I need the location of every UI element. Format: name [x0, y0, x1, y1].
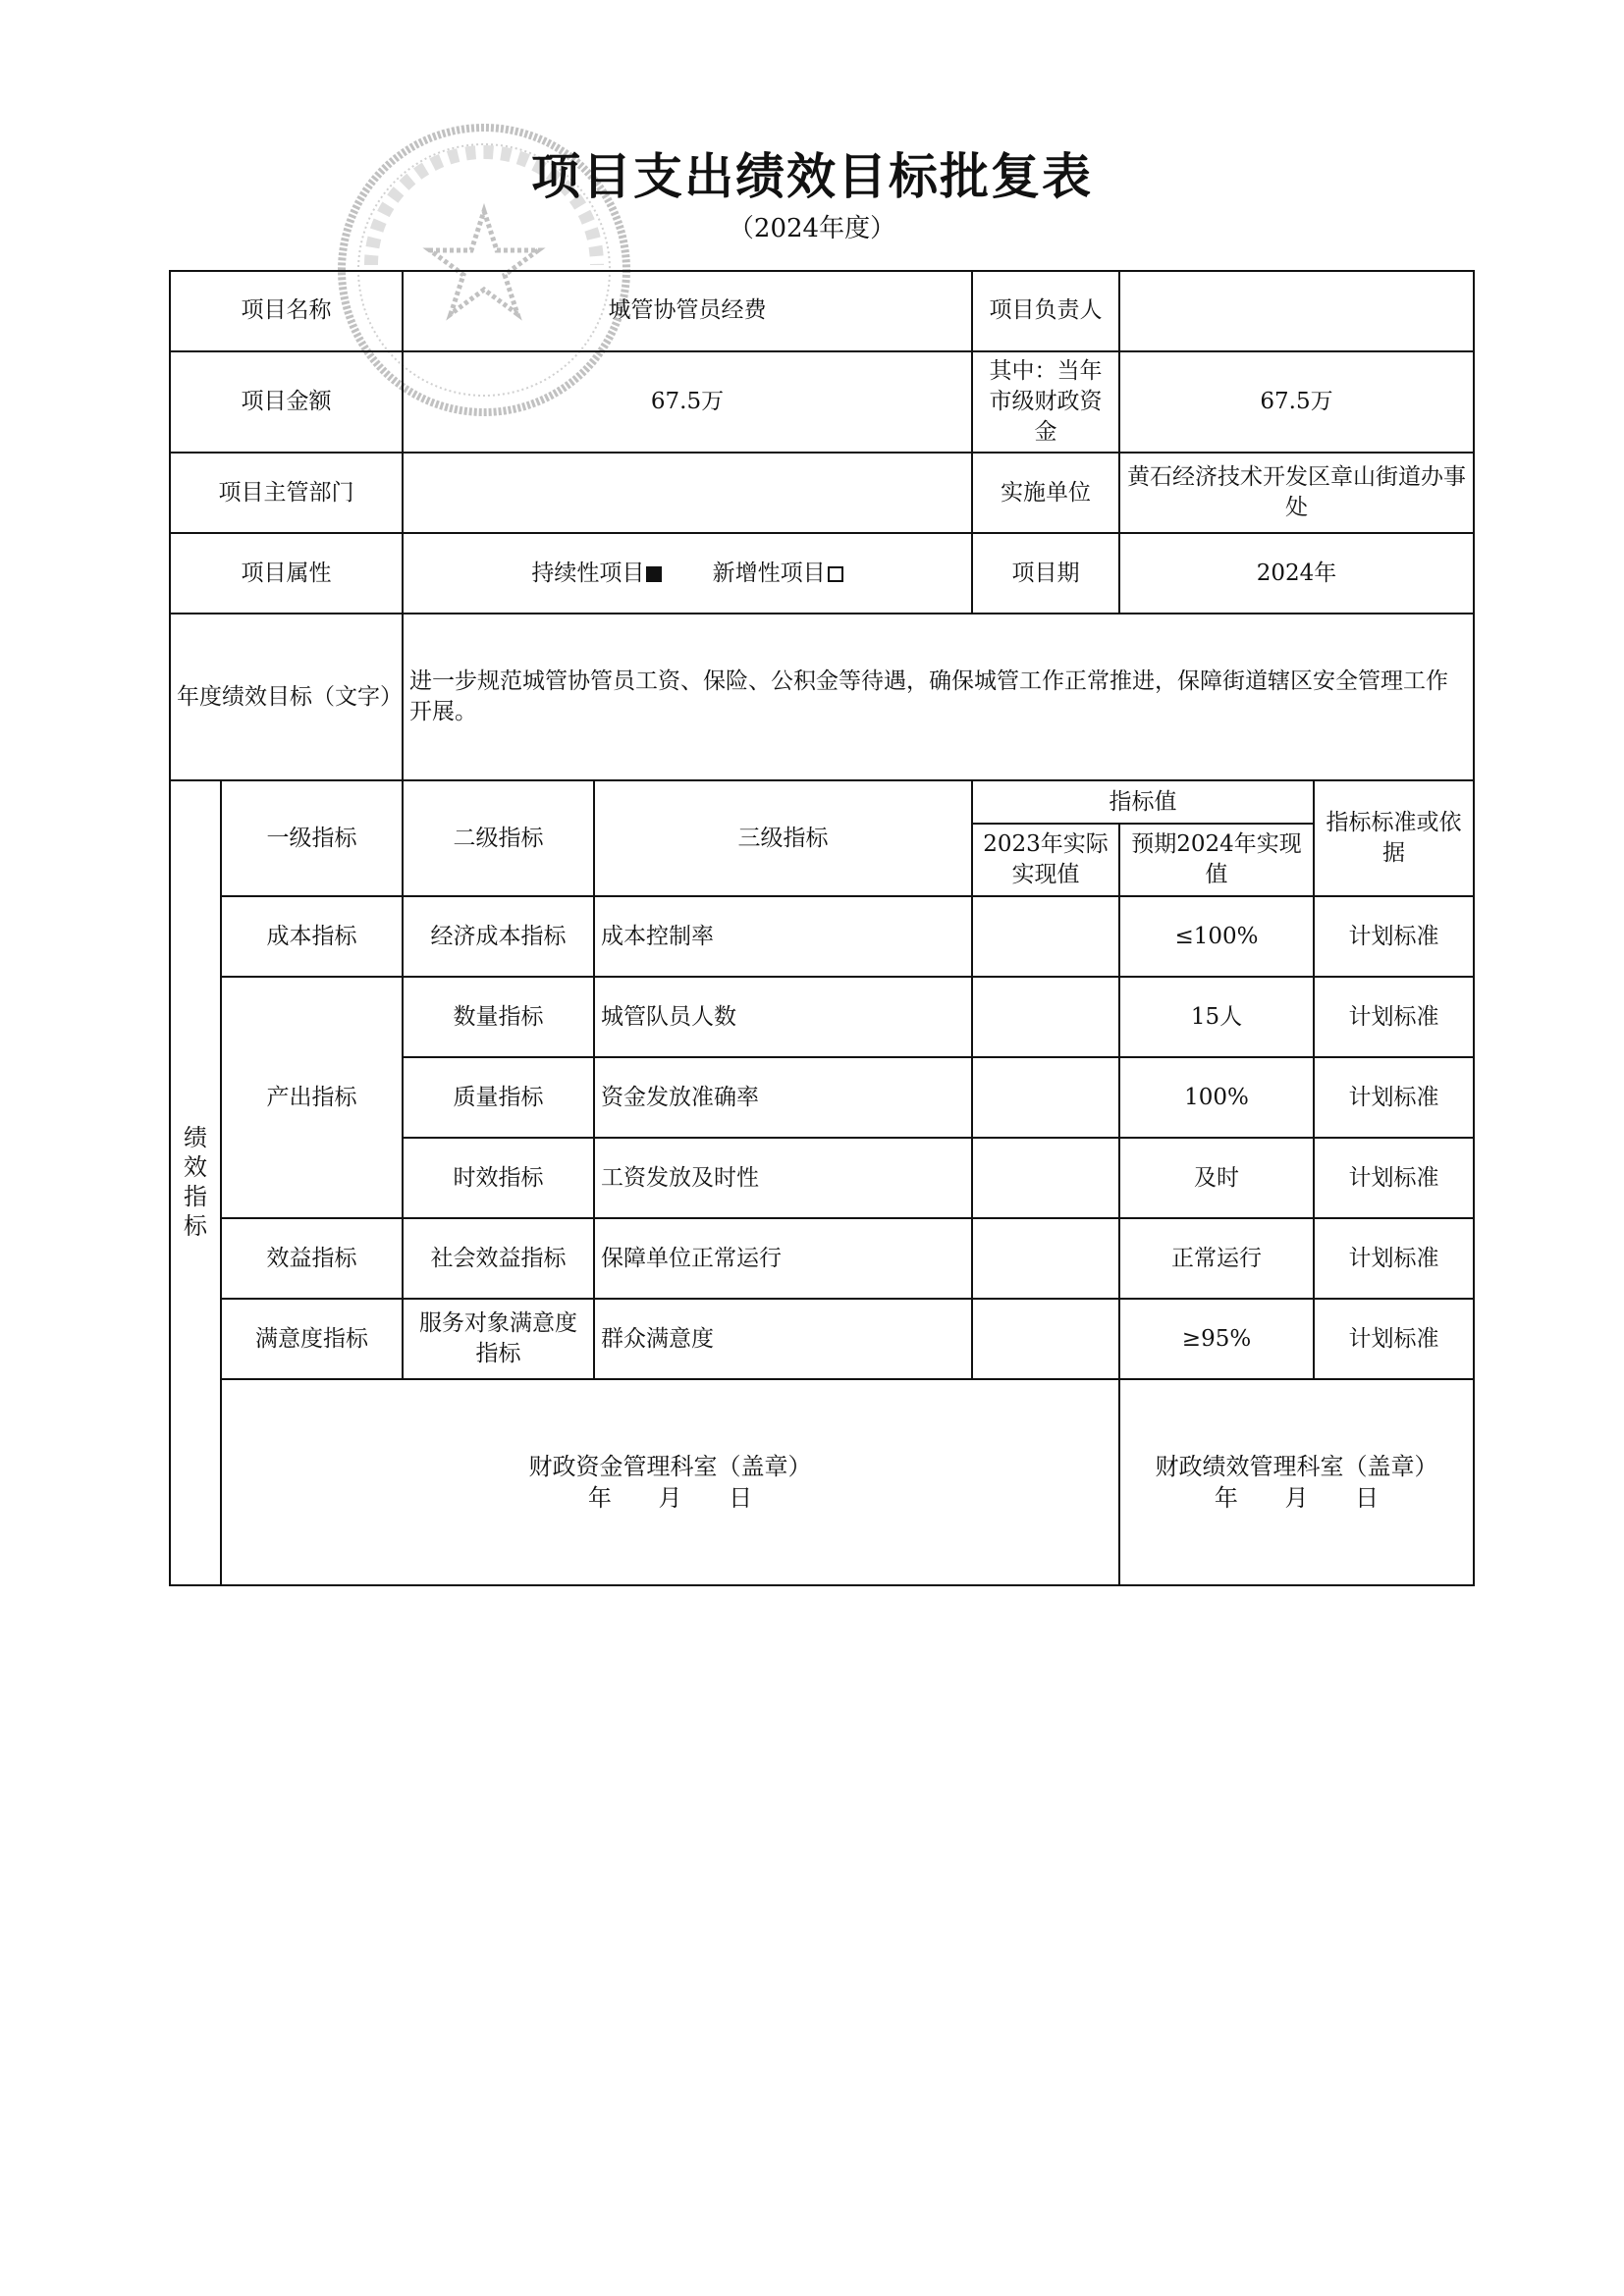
performance-target-table: [169, 270, 1475, 1586]
level3-cell: 保障单位正常运行: [594, 1218, 972, 1299]
header-expected-2024: 预期2024年实现值: [1119, 824, 1314, 896]
basis-cell: 计划标准: [1314, 1299, 1474, 1379]
row-department: [170, 453, 1474, 533]
expected-2024-cell: 正常运行: [1119, 1218, 1314, 1299]
level2-cell: 社会效益指标: [403, 1218, 594, 1299]
actual-2023-cell: [972, 1138, 1119, 1218]
actual-2023-cell: [972, 896, 1119, 977]
period-value: 2024年: [1119, 533, 1474, 614]
actual-2023-cell: [972, 1057, 1119, 1138]
department-label: 项目主管部门: [170, 453, 403, 533]
fund-office-signature: [221, 1379, 1119, 1585]
header-basis: 指标标准或依据: [1314, 780, 1474, 896]
row-annual-goal: [170, 614, 1474, 780]
performance-office-name: 财政绩效管理科室（盖章）: [1155, 1452, 1438, 1480]
header-level3: 三级指标: [594, 780, 972, 896]
indicator-side-label: [170, 780, 221, 1585]
project-owner-value: [1119, 271, 1474, 351]
basis-cell: 计划标准: [1314, 896, 1474, 977]
continuing-project-text: 持续性项目: [531, 560, 645, 586]
department-value: [403, 453, 972, 533]
page-subtitle: （2024年度）: [728, 214, 896, 243]
basis-cell: 计划标准: [1314, 977, 1474, 1057]
level2-cell: 质量指标: [403, 1057, 594, 1138]
header-level2: 二级指标: [403, 780, 594, 896]
level1-cell: 满意度指标: [221, 1299, 403, 1379]
expected-2024-cell: 100%: [1119, 1057, 1314, 1138]
project-name-label: 项目名称: [170, 271, 403, 351]
row-signatures: [170, 1379, 1474, 1585]
level2-cell: 服务对象满意度指标: [403, 1299, 594, 1379]
basis-cell: 计划标准: [1314, 1138, 1474, 1218]
expected-2024-cell: 15人: [1119, 977, 1314, 1057]
level3-cell: 群众满意度: [594, 1299, 972, 1379]
actual-2023-cell: [972, 1299, 1119, 1379]
annual-goal-text: 进一步规范城管协管员工资、保险、公积金等待遇，确保城管工作正常推进，保障街道辖区安全管理工作开展。: [403, 614, 1474, 780]
row-project-attribute: [170, 533, 1474, 614]
expected-2024-cell: ≤100%: [1119, 896, 1314, 977]
expected-2024-cell: 及时: [1119, 1138, 1314, 1218]
new-project-checkbox: [828, 566, 843, 582]
fund-office-name: 财政资金管理科室（盖章）: [528, 1452, 812, 1480]
project-owner-label: 项目负责人: [972, 271, 1119, 351]
actual-2023-cell: [972, 977, 1119, 1057]
level1-cell: 产出指标: [221, 977, 403, 1218]
performance-office-signature: [1119, 1379, 1474, 1585]
fiscal-fund-value: 67.5万: [1119, 351, 1474, 453]
attribute-label: 项目属性: [170, 533, 403, 614]
level3-cell: 城管队员人数: [594, 977, 972, 1057]
fund-office-date: 年 月 日: [587, 1484, 753, 1513]
attribute-value: [403, 533, 972, 614]
project-amount-label: 项目金额: [170, 351, 403, 453]
level3-cell: 成本控制率: [594, 896, 972, 977]
indicator-header-row-1: [170, 780, 1474, 824]
actual-2023-cell: [972, 1218, 1119, 1299]
period-label: 项目期: [972, 533, 1119, 614]
level1-cell: 成本指标: [221, 896, 403, 977]
project-name-value: 城管协管员经费: [403, 271, 972, 351]
table-row: [170, 896, 1474, 977]
annual-goal-label: 年度绩效目标（文字）: [170, 614, 403, 780]
header-values: 指标值: [972, 780, 1314, 824]
level2-cell: 时效指标: [403, 1138, 594, 1218]
page-title: 项目支出绩效目标批复表: [531, 148, 1093, 205]
row-project-name: [170, 271, 1474, 351]
expected-2024-cell: ≥95%: [1119, 1299, 1314, 1379]
header-actual-2023: 2023年实际实现值: [972, 824, 1119, 896]
indicator-side-text: 绩效指标: [184, 1124, 207, 1241]
new-project-text: 新增性项目: [712, 560, 826, 586]
fiscal-fund-label: 其中：当年市级财政资金: [972, 351, 1119, 453]
basis-cell: 计划标准: [1314, 1218, 1474, 1299]
level3-cell: 工资发放及时性: [594, 1138, 972, 1218]
basis-cell: 计划标准: [1314, 1057, 1474, 1138]
project-amount-value: 67.5万: [403, 351, 972, 453]
continuing-checkbox: [646, 566, 662, 582]
performance-office-date: 年 月 日: [1214, 1484, 1380, 1513]
level1-cell: 效益指标: [221, 1218, 403, 1299]
table-row: [170, 1299, 1474, 1379]
table-row: [170, 977, 1474, 1057]
level2-cell: 数量指标: [403, 977, 594, 1057]
level2-cell: 经济成本指标: [403, 896, 594, 977]
implementing-unit-value: 黄石经济技术开发区章山街道办事处: [1119, 453, 1474, 533]
level3-cell: 资金发放准确率: [594, 1057, 972, 1138]
implementing-unit-label: 实施单位: [972, 453, 1119, 533]
table-row: [170, 1218, 1474, 1299]
header-level1: 一级指标: [221, 780, 403, 896]
row-project-amount: [170, 351, 1474, 453]
